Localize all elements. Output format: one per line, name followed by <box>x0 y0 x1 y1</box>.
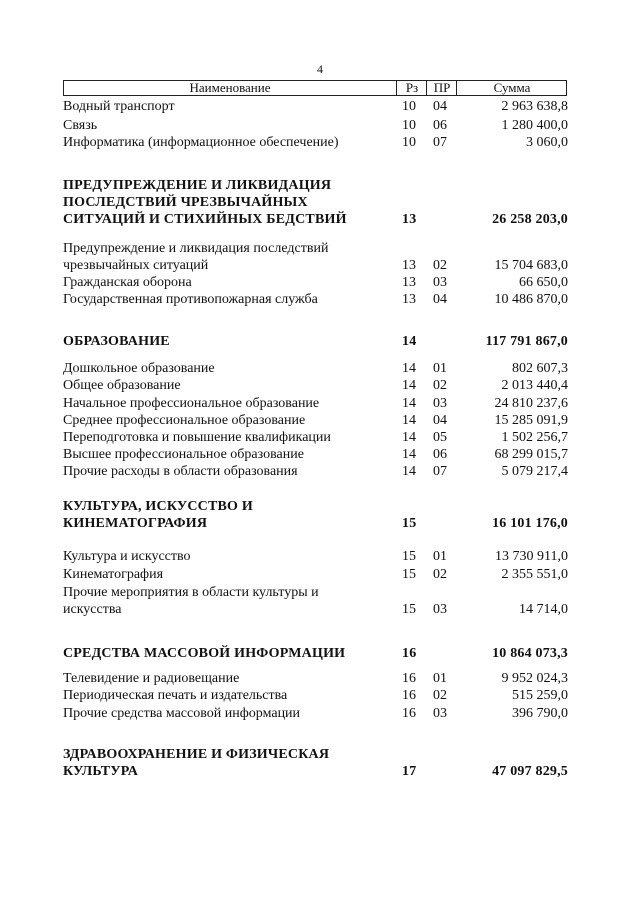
row-sum: 515 259,0 <box>512 688 568 703</box>
row-sum: 3 060,0 <box>526 135 568 150</box>
row-rz: 13 <box>402 258 416 273</box>
row-pr: 06 <box>433 447 447 462</box>
row-sum: 15 285 091,9 <box>494 413 568 428</box>
header-sum: Сумма <box>456 81 567 95</box>
row-name <box>63 117 383 134</box>
row-sum: 117 791 867,0 <box>485 334 568 349</box>
row-name-line: Прочие средства массовой информации <box>63 706 301 721</box>
row-rz: 14 <box>402 464 416 479</box>
header-rz: Рз <box>396 81 427 95</box>
row-pr: 02 <box>433 258 447 273</box>
row-sum: 47 097 829,5 <box>492 764 568 779</box>
row-rz: 15 <box>402 602 416 617</box>
row-sum: 9 952 024,3 <box>501 671 568 686</box>
row-name-line: Государственная противопожарная служба <box>63 292 318 307</box>
row-name-line: КУЛЬТУРА, ИСКУССТВО И <box>63 499 253 514</box>
row-sum: 16 101 176,0 <box>492 516 568 531</box>
row-pr: 05 <box>433 430 447 445</box>
row-name <box>63 446 383 463</box>
row-pr: 02 <box>433 378 447 393</box>
row-sum: 15 704 683,0 <box>494 258 568 273</box>
row-name-line: Кинематография <box>63 567 164 582</box>
row-name-line: Начальное профессиональное образование <box>63 396 320 411</box>
row-name <box>63 134 383 151</box>
row-name-line: Переподготовка и повышение квалификации <box>63 430 331 445</box>
row-name <box>63 360 383 377</box>
row-name-line: ПРЕДУПРЕЖДЕНИЕ И ЛИКВИДАЦИЯ <box>63 178 332 193</box>
row-rz: 16 <box>402 671 416 686</box>
row-name-line: КУЛЬТУРА <box>63 764 139 779</box>
row-pr: 04 <box>433 413 447 428</box>
row-pr: 07 <box>433 464 447 479</box>
page-number: 4 <box>317 62 323 76</box>
row-name-line: Прочие расходы в области образования <box>63 464 298 479</box>
row-rz: 14 <box>402 378 416 393</box>
row-pr: 04 <box>433 99 447 114</box>
header-name: Наименование <box>189 80 271 95</box>
row-pr: 06 <box>433 118 447 133</box>
row-name <box>63 412 383 429</box>
row-name-line: Периодическая печать и издательства <box>63 688 288 703</box>
row-rz: 13 <box>402 212 417 227</box>
row-sum: 1 502 256,7 <box>501 430 568 445</box>
row-name-line: Среднее профессиональное образование <box>63 413 306 428</box>
row-pr: 03 <box>433 602 447 617</box>
row-rz: 10 <box>402 118 416 133</box>
row-name-line: ЗДРАВООХРАНЕНИЕ И ФИЗИЧЕСКАЯ <box>63 747 330 762</box>
row-name <box>63 548 383 565</box>
row-sum: 26 258 203,0 <box>492 212 568 227</box>
row-name <box>63 463 383 480</box>
row-pr: 03 <box>433 275 447 290</box>
row-name <box>63 395 383 412</box>
row-name-line: Общее образование <box>63 378 181 393</box>
row-rz: 14 <box>402 334 417 349</box>
row-sum: 396 790,0 <box>512 706 568 721</box>
row-rz: 14 <box>402 361 416 376</box>
row-pr: 01 <box>433 549 447 564</box>
row-rz: 15 <box>402 549 416 564</box>
row-pr: 07 <box>433 135 447 150</box>
row-sum: 2 355 551,0 <box>501 567 568 582</box>
row-name-line: ПОСЛЕДСТВИЙ ЧРЕЗВЫЧАЙНЫХ <box>63 195 308 210</box>
row-sum: 66 650,0 <box>519 275 568 290</box>
row-rz: 10 <box>402 99 416 114</box>
row-name <box>63 705 383 722</box>
row-sum: 10 864 073,3 <box>492 646 568 661</box>
row-pr: 03 <box>433 396 447 411</box>
row-pr: 01 <box>433 361 447 376</box>
row-sum: 68 299 015,7 <box>494 447 568 462</box>
row-name <box>63 291 383 308</box>
row-name-line: Связь <box>63 118 98 133</box>
row-pr: 04 <box>433 292 447 307</box>
row-rz: 17 <box>402 764 417 779</box>
row-name-line: Гражданская оборона <box>63 275 192 290</box>
row-sum: 1 280 400,0 <box>501 118 568 133</box>
row-pr: 02 <box>433 688 447 703</box>
row-sum: 14 714,0 <box>519 602 568 617</box>
row-sum: 2 963 638,8 <box>501 99 568 114</box>
row-name-line: КИНЕМАТОГРАФИЯ <box>63 516 208 531</box>
row-rz: 16 <box>402 706 416 721</box>
row-name <box>63 645 393 662</box>
row-pr: 01 <box>433 671 447 686</box>
row-rz: 13 <box>402 292 416 307</box>
row-pr: 03 <box>433 706 447 721</box>
row-name <box>63 177 393 228</box>
row-name-line: Телевидение и радиовещание <box>63 671 240 686</box>
row-rz: 13 <box>402 275 416 290</box>
row-rz: 15 <box>402 516 417 531</box>
row-rz: 14 <box>402 396 416 411</box>
row-name-line: Высшее профессиональное образование <box>63 447 304 462</box>
row-name <box>63 498 393 532</box>
row-rz: 14 <box>402 430 416 445</box>
row-rz: 15 <box>402 567 416 582</box>
row-sum: 13 730 911,0 <box>495 549 568 564</box>
row-name <box>63 746 393 780</box>
row-name <box>63 333 393 350</box>
row-rz: 16 <box>402 688 416 703</box>
row-name-line: Водный транспорт <box>63 99 175 114</box>
row-name-line: Прочие мероприятия в области культуры и <box>63 585 319 600</box>
row-sum: 10 486 870,0 <box>494 292 568 307</box>
header-pr: ПР <box>426 81 457 95</box>
row-sum: 24 810 237,6 <box>494 396 568 411</box>
row-pr: 02 <box>433 567 447 582</box>
row-name <box>63 274 383 291</box>
row-name-line: Культура и искусство <box>63 549 191 564</box>
row-sum: 2 013 440,4 <box>501 378 568 393</box>
row-name <box>63 584 383 618</box>
row-name-line: Информатика (информационное обеспечение) <box>63 135 339 150</box>
row-rz: 16 <box>402 646 417 661</box>
row-rz: 14 <box>402 447 416 462</box>
row-name <box>63 377 383 394</box>
row-name-line: Дошкольное образование <box>63 361 215 376</box>
row-rz: 10 <box>402 135 416 150</box>
row-rz: 14 <box>402 413 416 428</box>
row-sum: 5 079 217,4 <box>501 464 568 479</box>
row-name <box>63 670 383 687</box>
row-name-line: СРЕДСТВА МАССОВОЙ ИНФОРМАЦИИ <box>63 646 346 661</box>
row-name <box>63 98 383 115</box>
row-name-line: СИТУАЦИЙ И СТИХИЙНЫХ БЕДСТВИЙ <box>63 212 347 227</box>
row-name-line: ОБРАЗОВАНИЕ <box>63 334 170 349</box>
row-name <box>63 566 383 583</box>
row-name <box>63 429 383 446</box>
row-name <box>63 240 383 274</box>
row-name-line: чрезвычайных ситуаций <box>63 258 209 273</box>
row-name-line: Предупреждение и ликвидация последствий <box>63 241 329 256</box>
row-sum: 802 607,3 <box>512 361 568 376</box>
row-name <box>63 687 383 704</box>
row-name-line: искусства <box>63 602 122 617</box>
